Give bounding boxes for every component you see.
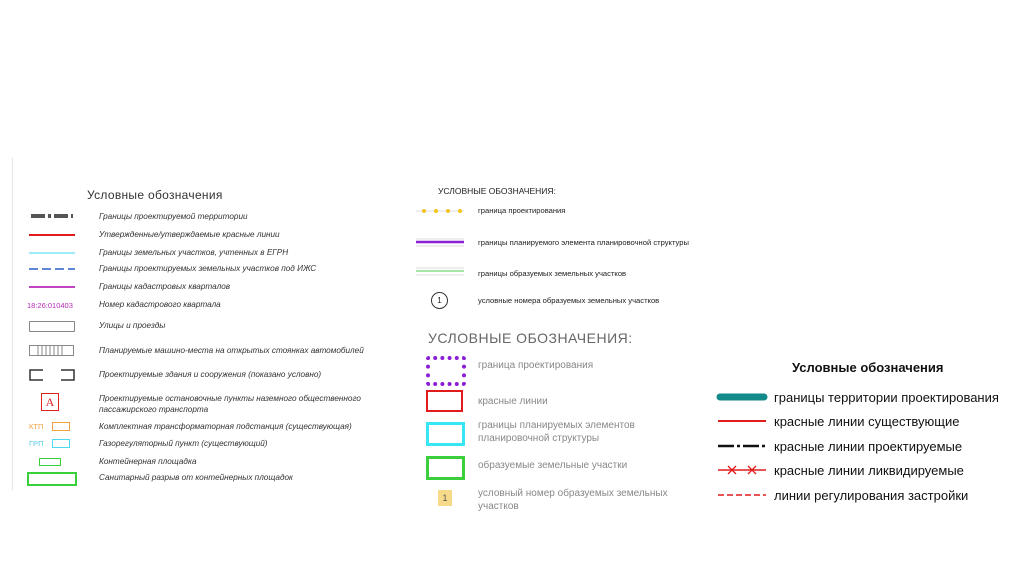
yellow-dotted-line-icon bbox=[416, 206, 464, 216]
parking-grid-icon bbox=[29, 345, 75, 357]
bus-stop-a-icon: A bbox=[41, 393, 59, 411]
legend-2-title: УСЛОВНЫЕ ОБОЗНАЧЕНИЯ: bbox=[438, 186, 556, 196]
dark-dashed-thick-line-icon bbox=[29, 212, 75, 220]
red-crossed-line-icon bbox=[716, 464, 768, 476]
legend-1-item-label: Планируемые машино-места на открытых стоянках автомобилей bbox=[99, 346, 364, 355]
purple-dotted-box-icon bbox=[426, 356, 466, 386]
grp-icon bbox=[52, 439, 70, 448]
black-dash-dot-line-icon bbox=[716, 443, 768, 449]
legend-1-item-label: Контейнерная площадка bbox=[99, 457, 197, 466]
legend-4-item-label: линии регулирования застройки bbox=[774, 488, 969, 503]
legend-4-title: Условные обозначения bbox=[792, 360, 944, 375]
green-line-icon bbox=[416, 265, 464, 277]
teal-thick-line-icon bbox=[716, 392, 768, 402]
cyan-box-icon bbox=[426, 422, 465, 446]
red-line-icon bbox=[29, 232, 75, 238]
purple-line-icon bbox=[416, 236, 464, 248]
building-outline-icon bbox=[29, 369, 75, 381]
legend-1-item-label: Проектируемые здания и сооружения (показано условно) bbox=[99, 370, 322, 379]
legend-1-item-label: Улицы и проезды bbox=[99, 321, 166, 330]
legend-3-title: УСЛОВНЫЕ ОБОЗНАЧЕНИЯ: bbox=[428, 330, 633, 346]
green-box-icon bbox=[426, 456, 465, 480]
legend-1-item-label: Номер кадастрового квартала bbox=[99, 300, 221, 309]
red-dashed-line-icon bbox=[716, 492, 768, 498]
legend-2-item-label: условные номера образуемых земельных участков bbox=[478, 296, 660, 305]
legend-1-item-label-line2: пассажирского транспорта bbox=[99, 405, 209, 414]
magenta-line-icon bbox=[29, 284, 75, 290]
legend-1-title: Условные обозначения bbox=[87, 188, 223, 202]
legend-3-item-label: условный номер образуемых земельных bbox=[478, 488, 668, 499]
street-rectangle-icon bbox=[29, 321, 75, 332]
legend-3-item-label-line2: участков bbox=[478, 501, 519, 512]
legend-1-item-label: Проектируемые остановочные пункты наземного общественного bbox=[99, 394, 361, 403]
legend-2-item-label: границы планируемого элемента планировочной структуры bbox=[478, 238, 689, 247]
legend-2-item-label: границы образуемых земельных участков bbox=[478, 269, 627, 278]
legend-1-item-label: Газорегуляторный пункт (существующий) bbox=[99, 439, 268, 448]
red-line-icon bbox=[716, 418, 768, 424]
red-box-icon bbox=[426, 390, 463, 412]
legend-4-item-label: красные линии ликвидируемые bbox=[774, 463, 964, 478]
legend-4-item-label: красные линии существующие bbox=[774, 414, 960, 429]
legend-3-item-label-line2: планировочной структуры bbox=[478, 433, 600, 444]
sanitary-gap-icon bbox=[27, 472, 77, 486]
legend-1-item-label: Границы проектируемых земельных участков под ИЖС bbox=[99, 264, 317, 273]
legend-1-item-label: Утвержденные/утверждаемые красные линии bbox=[99, 230, 280, 239]
legend-3-item-label: образуемые земельные участки bbox=[478, 460, 628, 471]
legend-1-item-label: Комплектная трансформаторная подстанция (существующая) bbox=[99, 422, 352, 431]
legend-panel-1 bbox=[12, 158, 391, 490]
ktp-icon bbox=[52, 422, 70, 431]
container-area-icon bbox=[39, 458, 61, 466]
legend-1-item-label: Санитарный разрыв от контейнерных площадок bbox=[99, 473, 293, 482]
cyan-line-icon bbox=[29, 250, 75, 256]
legend-1-item-label: Границы кадастровых кварталов bbox=[99, 282, 231, 291]
legend-1-item-label: Границы проектируемой территории bbox=[99, 212, 248, 221]
legend-3-item-label: границы планируемых элементов bbox=[478, 420, 635, 431]
legend-3-item-label: красные линии bbox=[478, 396, 548, 407]
legend-1-item-label: Границы земельных участков, учтенных в ЕГРН bbox=[99, 248, 289, 257]
grp-code-text: ГРП bbox=[29, 439, 44, 448]
ktp-code-text: КТП bbox=[29, 422, 44, 431]
legend-4-item-label: красные линии проектируемые bbox=[774, 439, 963, 454]
legend-4-item-label: границы территории проектирования bbox=[774, 390, 999, 405]
legend-panel-4 bbox=[710, 352, 1010, 522]
legend-3-item-label: граница проектирования bbox=[478, 360, 594, 371]
legend-panel-2 bbox=[412, 178, 732, 318]
circled-number-icon: 1 bbox=[431, 292, 448, 309]
legend-panel-3 bbox=[412, 322, 712, 522]
blue-dashed-line-icon bbox=[29, 266, 75, 272]
yellow-number-square-icon: 1 bbox=[438, 490, 452, 506]
legend-2-item-label: граница проектирования bbox=[478, 206, 566, 215]
cadastral-number-text: 18:26:010403 bbox=[27, 301, 73, 310]
